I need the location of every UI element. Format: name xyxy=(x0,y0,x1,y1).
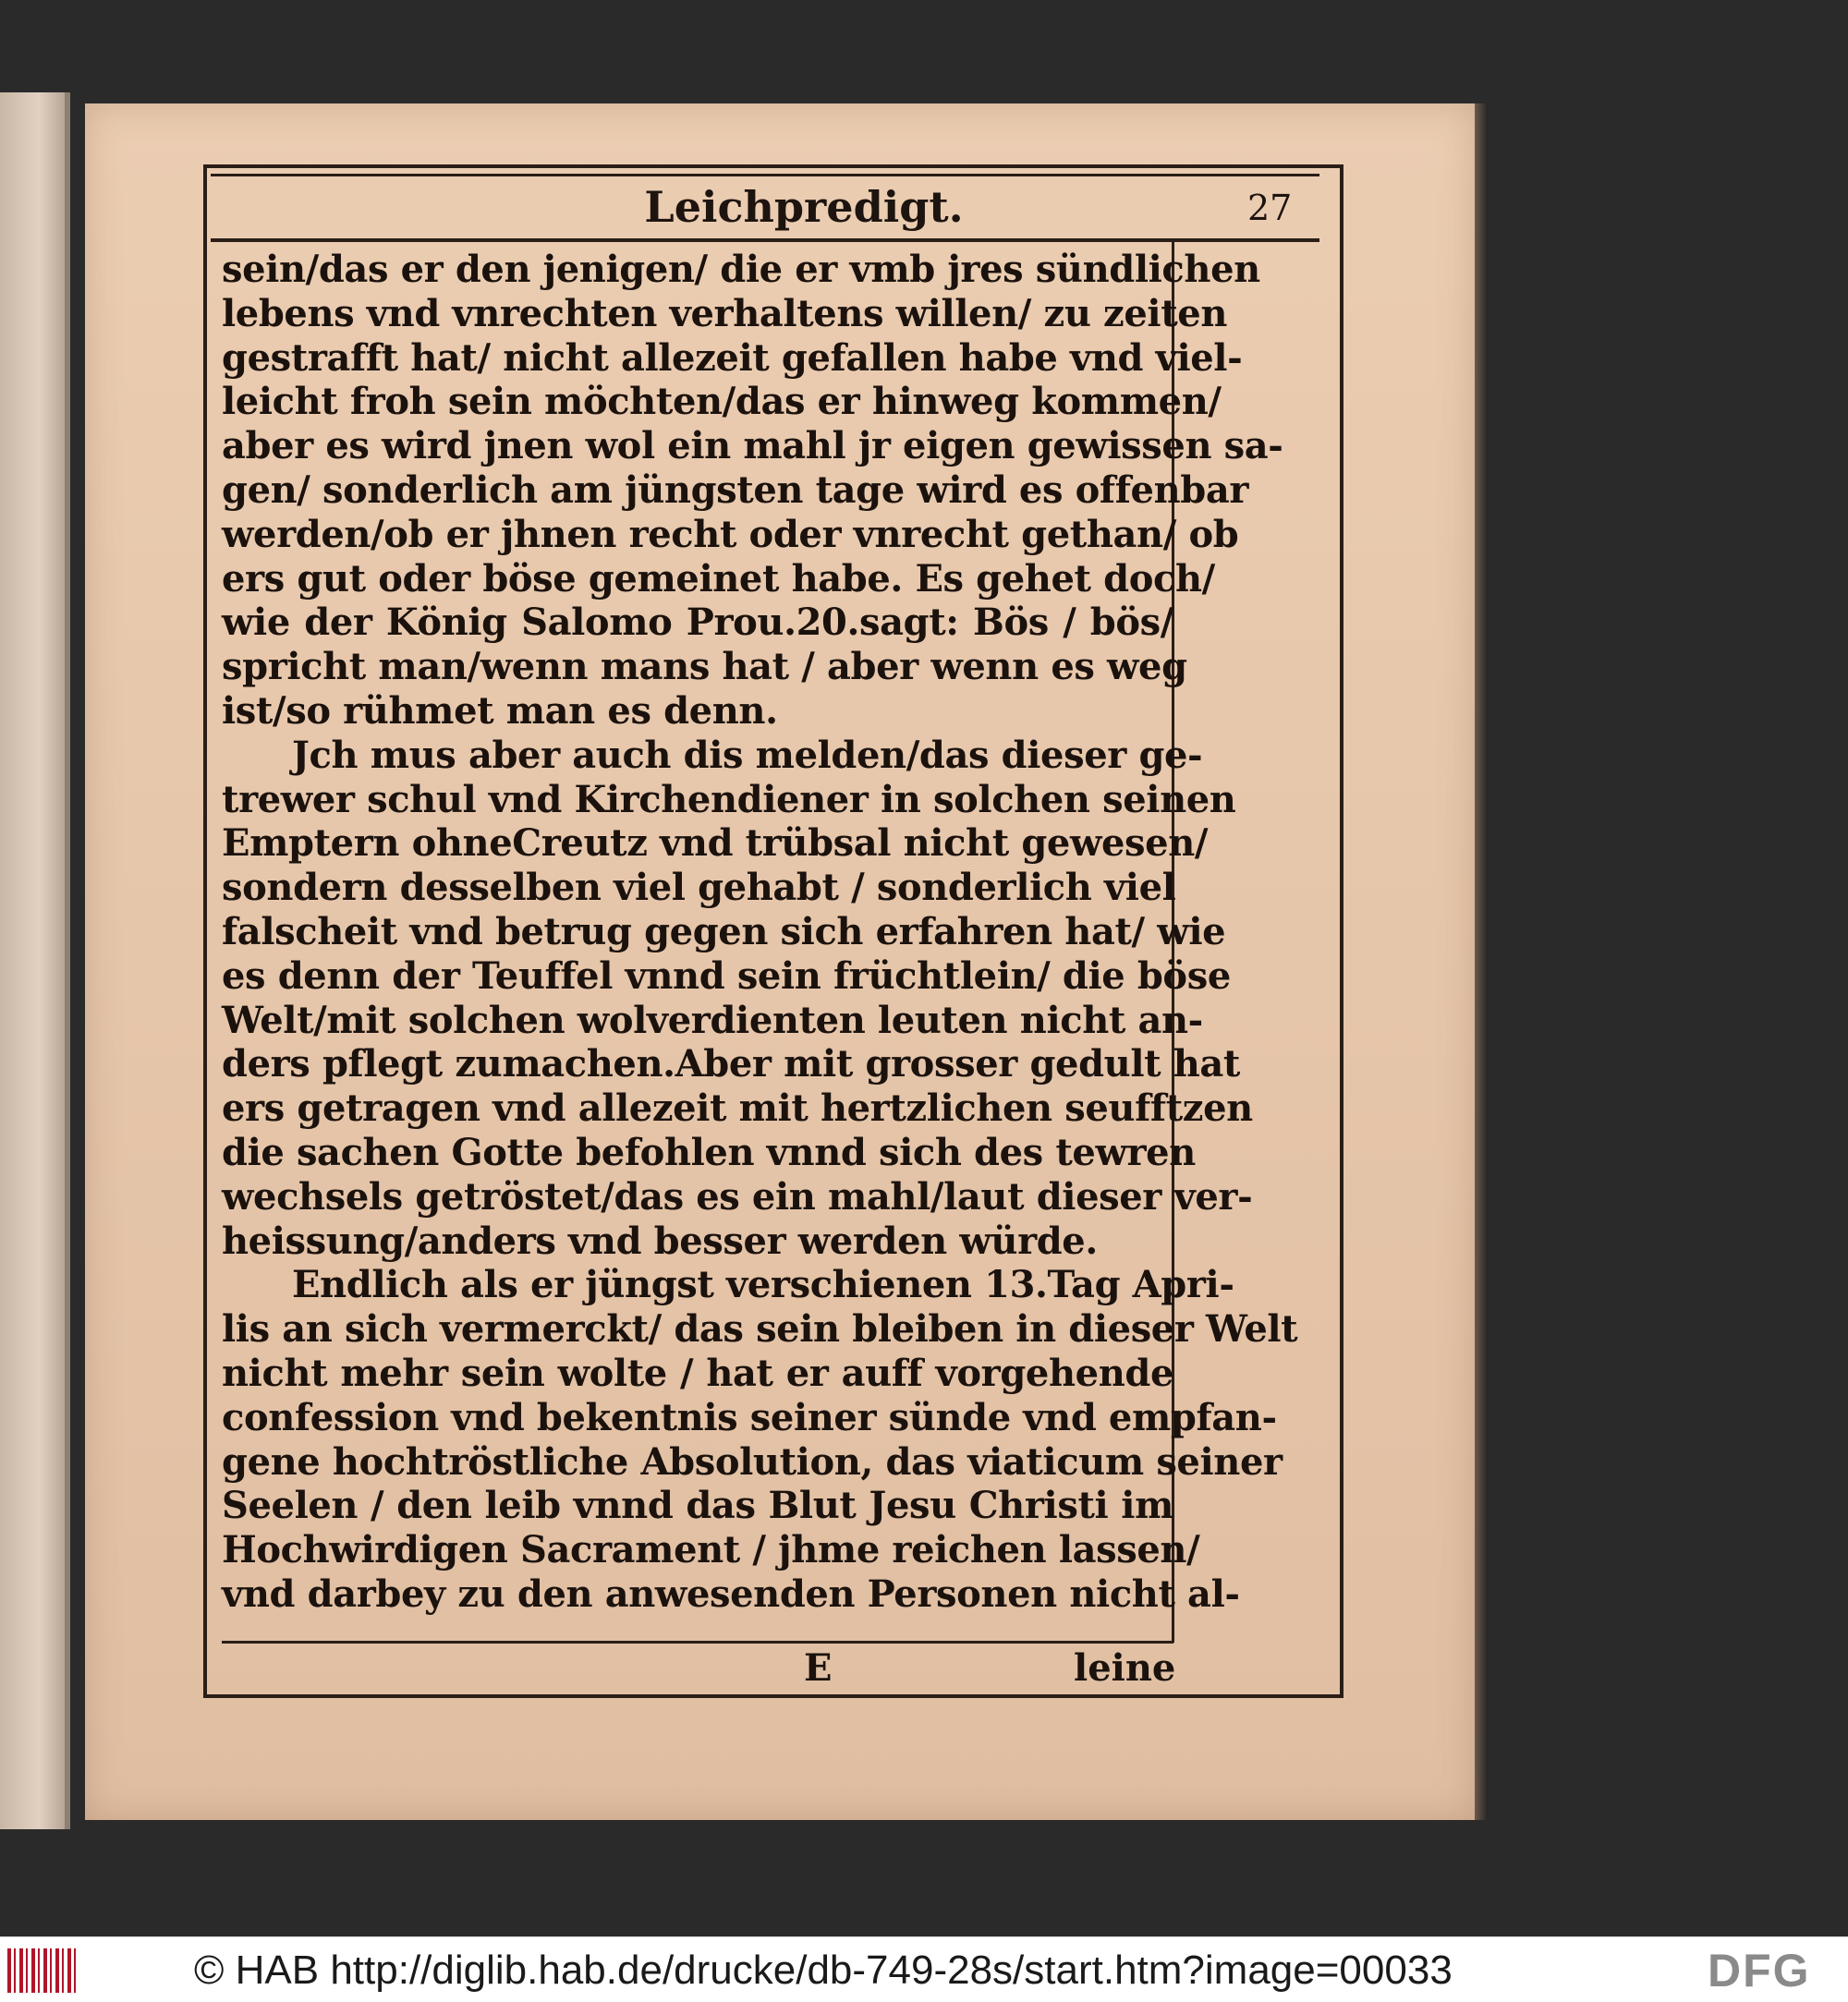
text-line: nicht mehr sein wolte / hat er auff vorgehende xyxy=(222,1351,1173,1395)
viewer-footer xyxy=(0,1936,1848,2002)
text-line: lis an sich vermerckt/ das sein bleiben in dieser Welt xyxy=(222,1307,1298,1352)
top-rule xyxy=(211,174,1319,176)
text-line: vnd darbey zu den anwesenden Personen nicht al- xyxy=(222,1571,1240,1616)
text-line: werden/ob er jhnen recht oder vnrecht gethan/ ob xyxy=(222,512,1239,556)
text-line: sondern desselben viel gehabt / sonderlich viel xyxy=(222,866,1176,910)
text-line: die sachen Gotte befohlen vnnd sich des tewren xyxy=(222,1130,1196,1174)
barcode-icon xyxy=(7,1948,78,1993)
text-line: trewer schul vnd Kirchendiener in solchen seinen xyxy=(222,777,1236,821)
text-line: aber es wird jnen wol ein mahl jr eigen gewissen sa- xyxy=(222,424,1283,468)
text-line: gestrafft hat/ nicht allezeit gefallen habe vnd viel- xyxy=(222,335,1243,380)
text-line: Hochwirdigen Sacrament / jhme reichen lassen/ xyxy=(222,1528,1200,1572)
text-line: falscheit vnd betrug gegen sich erfahren hat/ wie xyxy=(222,909,1226,953)
running-head: Leichpredigt. xyxy=(644,182,964,232)
text-line: sein/das er den jenigen/ die er vmb jres sündlichen xyxy=(222,248,1260,291)
page-number: 27 xyxy=(1247,188,1293,228)
page-edge-shadow xyxy=(1475,103,1488,1820)
text-line: lebens vnd vnrechten verhaltens willen/ zu zeiten xyxy=(222,291,1228,335)
text-line: heissung/anders vnd besser werden würde. xyxy=(222,1219,1098,1263)
text-line: Jch mus aber auch dis melden/das dieser ge- xyxy=(292,733,1203,777)
text-line: gene hochtröstliche Absolution, das viaticum seiner xyxy=(222,1439,1283,1484)
text-line: ist/so rühmet man es denn. xyxy=(222,688,778,733)
text-line: ders pflegt zumachen.Aber mit grosser gedult hat xyxy=(222,1042,1240,1086)
catchword: leine xyxy=(1074,1646,1176,1690)
text-line: wechsels getröstet/das es ein mahl/laut dieser ver- xyxy=(222,1174,1253,1219)
text-line: spricht man/wenn mans hat / aber wenn es weg xyxy=(222,645,1187,689)
dfg-logo: DFG xyxy=(1708,1945,1811,1996)
header-rule xyxy=(211,238,1319,242)
footer-rule xyxy=(222,1641,1173,1644)
text-line: confession vnd bekentnis seiner sünde vnd empfan- xyxy=(222,1395,1277,1439)
copyright-url[interactable]: © HAB http://diglib.hab.de/drucke/db-749-28s/start.htm?image=00033 xyxy=(194,1947,1453,1993)
text-line: Seelen / den leib vnnd das Blut Jesu Christi im xyxy=(222,1484,1173,1528)
text-line: ers getragen vnd allezeit mit hertzlichen seufftzen xyxy=(222,1086,1253,1131)
text-line: Welt/mit solchen wolverdienten leuten nicht an- xyxy=(222,998,1203,1042)
text-line: ers gut oder böse gemeinet habe. Es gehet doch/ xyxy=(222,556,1215,601)
text-line: es denn der Teuffel vnnd sein früchtlein/ die böse xyxy=(222,953,1231,998)
text-line: Emptern ohneCreutz vnd trübsal nicht gewesen/ xyxy=(222,821,1209,866)
previous-page-edge xyxy=(0,92,65,1829)
signature-mark: E xyxy=(804,1646,833,1690)
text-line: gen/ sonderlich am jüngsten tage wird es offenbar xyxy=(222,467,1249,512)
text-line: leicht froh sein möchten/das er hinweg kommen/ xyxy=(222,380,1222,424)
body-text xyxy=(222,248,1298,1638)
text-line: wie der König Salomo Prou.20.sagt: Bös / bös/ xyxy=(222,601,1173,645)
text-line: Endlich als er jüngst verschienen 13.Tag Apri- xyxy=(292,1263,1234,1307)
